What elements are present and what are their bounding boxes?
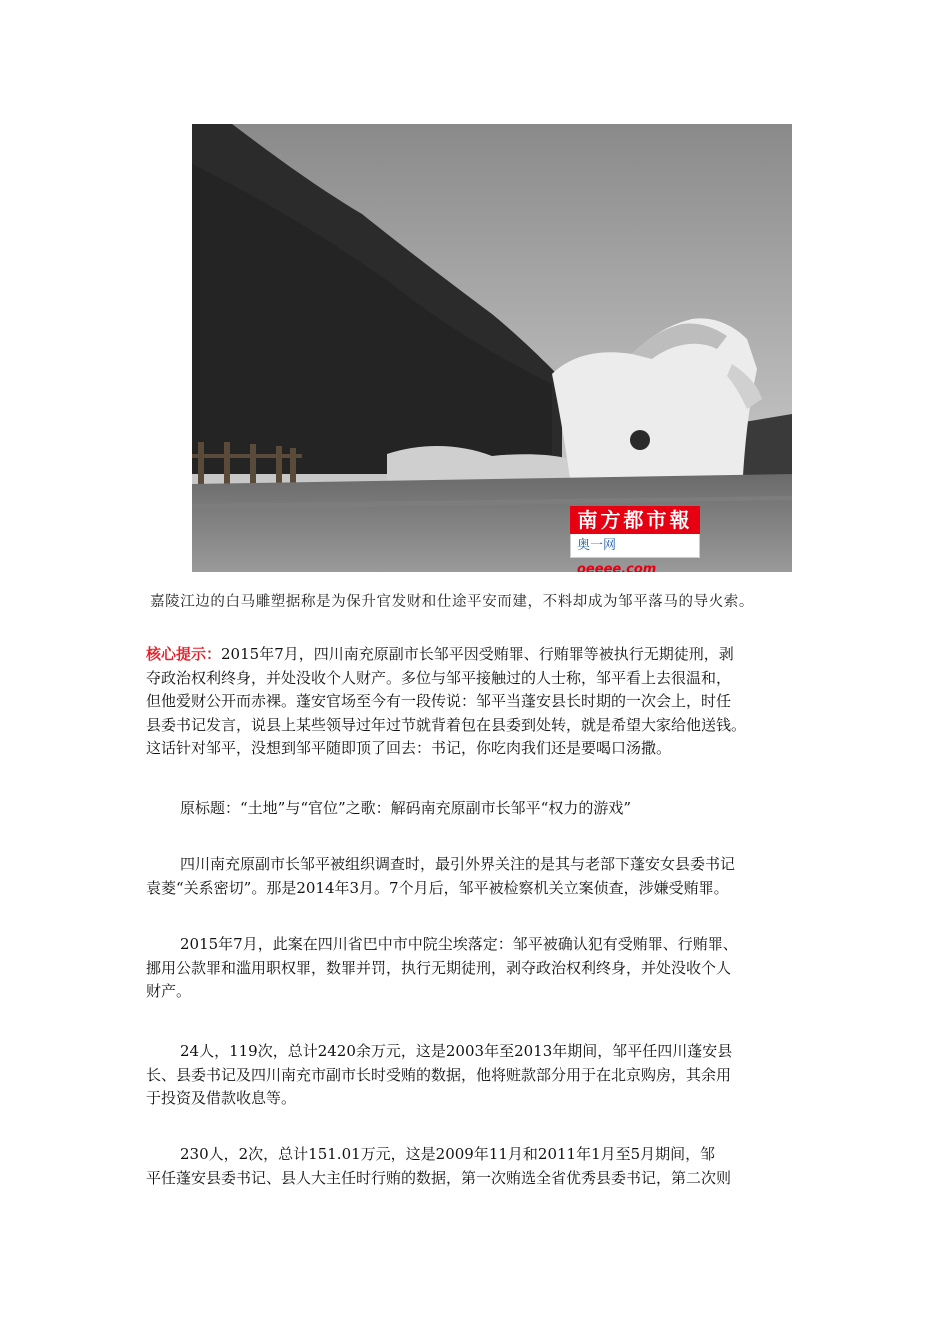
logo-domain: oeeee.com <box>577 562 657 572</box>
white-horse-sculpture-photo <box>192 124 792 572</box>
original-title-paragraph <box>146 797 806 821</box>
body-paragraph: 24人，119次，总计2420余万元，这是2003年至2013年期间，邹平任四川蓬安县 长、县委书记及四川南充市副市长时受贿的数据，他将赃款部分用于在北京购房，其余用 于投资及借款收息等。 <box>146 1040 806 1111</box>
paragraph-line: 平任蓬安县委书记、县人大主任时行贿的数据，第一次贿选全省优秀县委书记，第二次则 <box>146 1168 732 1187</box>
original-title: 原标题：“土地”与“官位”之歌：解码南充原副市长邹平“权力的游戏” <box>180 799 632 817</box>
photo-caption: 嘉陵江边的白马雕塑据称是为保升官发财和仕途平安而建，不料却成为邹平落马的导火索。 <box>150 594 754 610</box>
newspaper-logo <box>570 506 700 572</box>
paragraph-line: 长、县委书记及四川南充市副市长时受贿的数据，他将赃款部分用于在北京购房，其余用 <box>146 1065 732 1084</box>
paragraph-line: 袁菱“关系密切”。那是2014年3月。7个月后，邹平被检察机关立案侦查，涉嫌受贿罪。 <box>146 878 729 897</box>
core-hint-line: 夺政治权利终身，并处没收个人财产。多位与邹平接触过的人士称，邹平看上去很温和， <box>146 668 732 687</box>
paragraph-line: 财产。 <box>146 982 192 1000</box>
body-paragraph: 2015年7月，此案在四川省巴中市中院尘埃落定：邹平被确认犯有受贿罪、行贿罪、 挪用公款罪和滥用职权罪，数罪并罚，执行无期徒刑，剥夺政治权利终身，并处没收个人 财产。 <box>146 933 806 1004</box>
paragraph-line: 于投资及借款收息等。 <box>146 1089 297 1107</box>
core-hint-line: 这话针对邹平，没想到邹平随即顶了回去：书记，你吃肉我们还是要喝口汤撒。 <box>146 739 672 757</box>
body-paragraph: 四川南充原副市长邹平被组织调查时，最引外界关注的是其与老部下蓬安女县委书记 袁菱“关系密切”。那是2014年3月。7个月后，邹平被检察机关立案侦查，涉嫌受贿罪。 <box>146 853 806 900</box>
core-hint-label: 核心提示： <box>146 645 222 663</box>
logo-title: 南方都市報 <box>570 506 700 534</box>
logo-site-name: 奥一网 <box>577 538 617 553</box>
ground <box>192 474 792 572</box>
logo-subtitle <box>570 534 700 572</box>
core-hint-line: 县委书记发言，说县上某些领导过年过节就背着包在县委到处转，就是希望大家给他送钱。 <box>146 715 747 734</box>
paragraph-line: 挪用公款罪和滥用职权罪，数罪并罚，执行无期徒刑，剥夺政治权利终身，并处没收个人 <box>146 958 732 977</box>
body-paragraph: 230人，2次，总计151.01万元，这是2009年11月和2011年1月至5月期间，邹 平任蓬安县委书记、县人大主任时行贿的数据，第一次贿选全省优秀县委书记，第二次则 <box>146 1143 806 1190</box>
core-hint-line-1: 核心提示：2015年7月，四川南充原副市长邹平因受贿罪、行贿罪等被执行无期徒刑，剥 <box>146 645 734 663</box>
core-hint-paragraph <box>146 643 806 761</box>
core-hint-line: 但他爱财公开而赤裸。蓬安官场至今有一段传说：邹平当蓬安县长时期的一次会上，时任 <box>146 692 732 710</box>
photo-scene <box>192 124 792 572</box>
